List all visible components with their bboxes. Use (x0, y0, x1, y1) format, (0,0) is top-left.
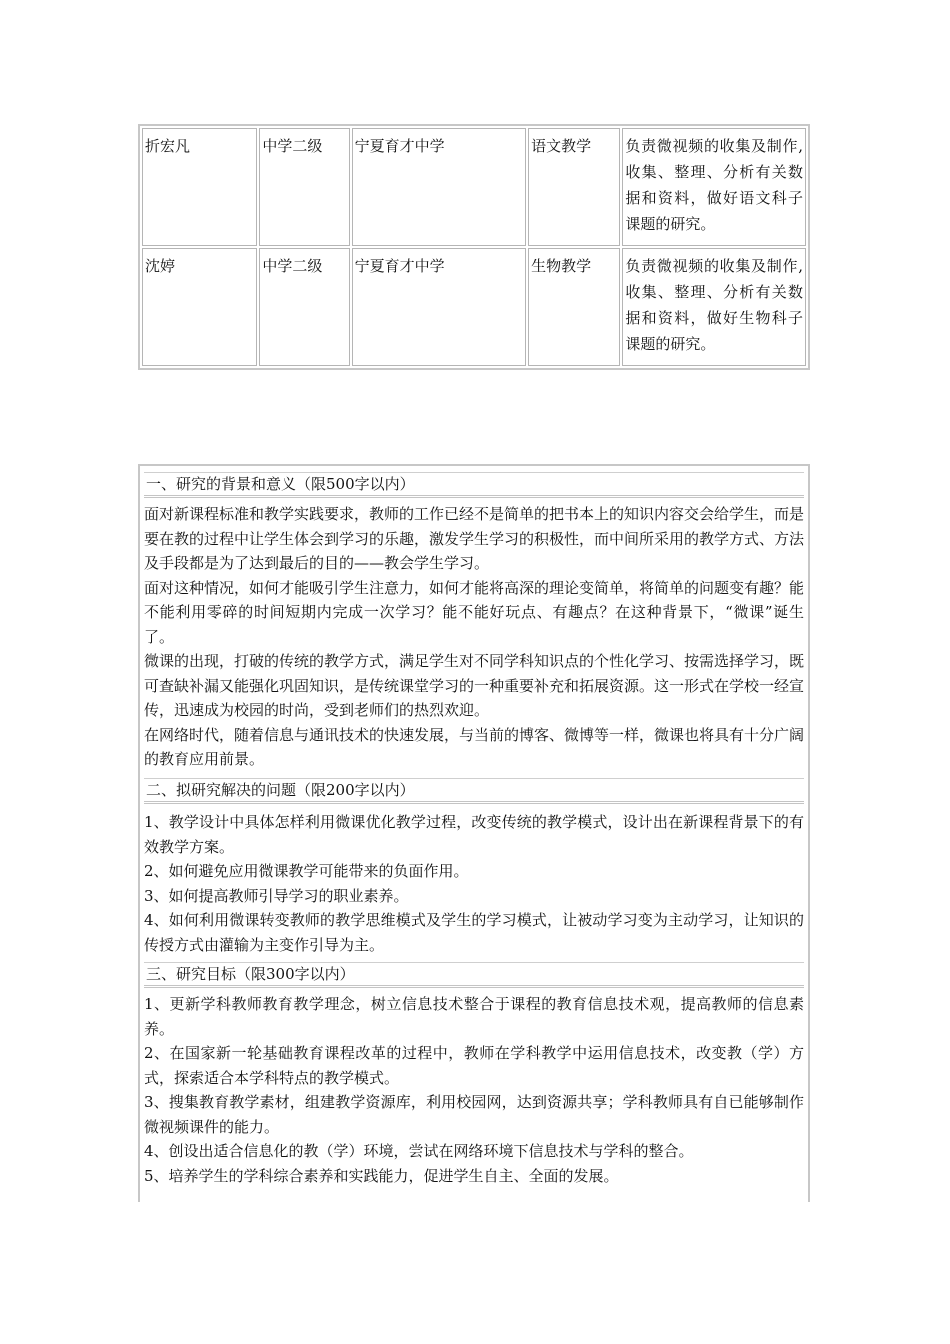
paragraph: 4、创设出适合信息化的教（学）环境，尝试在网络环境下信息技术与学科的整合。 (144, 1142, 694, 1160)
member-duty: 负责微视频的收集及制作,收集、整理、分析有关数据和资料，做好生物科子课题的研究。 (622, 248, 806, 366)
section-heading-problems: 二、拟研究解决的问题（限200字以内） (144, 778, 804, 804)
research-plan (138, 464, 810, 1202)
section-body-goals (144, 992, 804, 1188)
table-row (142, 128, 806, 246)
member-subject: 语文教学 (528, 128, 620, 246)
member-school: 宁夏育才中学 (352, 248, 527, 366)
paragraph: 2、如何避免应用微课教学可能带来的负面作用。 (144, 862, 469, 880)
table-row (142, 248, 806, 366)
section-body-background (144, 502, 804, 772)
paragraph: 在网络时代，随着信息与通讯技术的快速发展，与当前的博客、微博等一样，微课也将具有十分广阔的教育应用前景。 (144, 725, 805, 768)
member-name: 折宏凡 (142, 128, 257, 246)
paragraph: 3、搜集教育教学素材，组建教学资源库，利用校园网，达到资源共享；学科教师具有自已能够制作微视频课件的能力。 (144, 1093, 804, 1136)
paragraph: 3、如何提高教师引导学习的职业素养。 (144, 886, 409, 905)
member-subject: 生物教学 (528, 248, 620, 366)
member-title: 中学二级 (259, 128, 349, 246)
paragraph: 5、培养学生的学科综合素养和实践能力，促进学生自主、全面的发展。 (144, 1166, 619, 1185)
section-heading-background: 一、研究的背景和意义（限500字以内） (144, 472, 804, 498)
section-body-problems (144, 810, 804, 957)
paragraph: 面对这种情况，如何才能吸引学生注意力，如何才能将高深的理论变简单，将简单的问题变有趣？能不能利用零碎的时间短期内完成一次学习？能不能好玩点、有趣点？在这种背景下，“微课”诞生了。 (144, 578, 805, 646)
section-heading-goals: 三、研究目标（限300字以内） (144, 962, 804, 988)
member-name: 沈婷 (142, 248, 257, 366)
paragraph: 4、如何利用微课转变教师的教学思维模式及学生的学习模式，让被动学习变为主动学习，让知识的传授方式由灌输为主变作引导为主。 (144, 911, 804, 954)
paragraph: 2、在国家新一轮基础教育课程改革的过程中，教师在学科教学中运用信息技术，改变教（学）方式，探索适合本学科特点的教学模式。 (144, 1044, 804, 1087)
paragraph: 1、教学设计中具体怎样利用微课优化教学过程，改变传统的教学模式，设计出在新课程背景下的有效教学方案。 (144, 813, 804, 856)
member-duty: 负责微视频的收集及制作,收集、整理、分析有关数据和资料，做好语文科子课题的研究。 (622, 128, 806, 246)
member-table (138, 124, 810, 370)
member-school: 宁夏育才中学 (352, 128, 527, 246)
paragraph: 面对新课程标准和教学实践要求，教师的工作已经不是简单的把书本上的知识内容交会给学生，而是要在教的过程中让学生体会到学习的乐趣，激发学生学习的积极性，而中间所采用的教学方式、方法及手段都是为了达到最后的目的——教会学生学习。 (144, 505, 805, 572)
paragraph: 1、更新学科教师教育教学理念，树立信息技术整合于课程的教育信息技术观，提高教师的信息素养。 (144, 995, 804, 1038)
member-title: 中学二级 (259, 248, 349, 366)
paragraph: 微课的出现，打破的传统的教学方式，满足学生对不同学科知识点的个性化学习、按需选择学习，既可查缺补漏又能强化巩固知识，是传统课堂学习的一种重要补充和拓展资源。这一形式在学校一经宣传，迅速成为校园的时尚，受到老师们的热烈欢迎。 (144, 652, 805, 719)
